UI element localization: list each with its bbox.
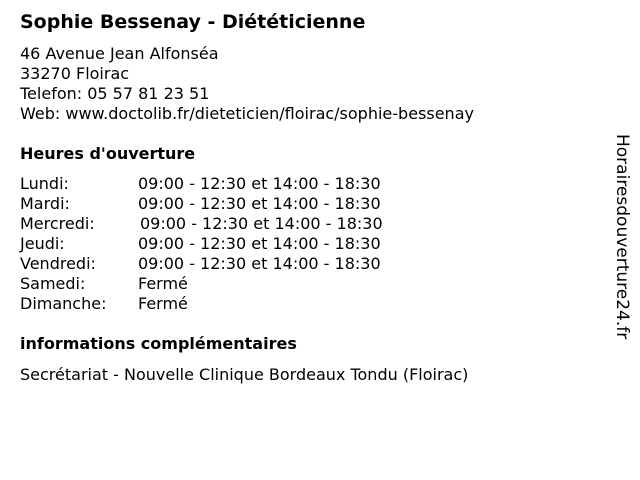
site-watermark: Horairesdouverture24.fr [612,134,632,340]
info-heading: informations complémentaires [20,334,297,353]
hours-time: Fermé [138,294,188,313]
hours-day: Samedi: [20,274,86,293]
hours-day: Dimanche: [20,294,107,313]
hours-heading: Heures d'ouverture [20,144,196,163]
hours-day: Mercredi: [20,214,95,233]
hours-time: 09:00 - 12:30 et 14:00 - 18:30 [138,194,381,213]
hours-time: 09:00 - 12:30 et 14:00 - 18:30 [138,234,381,253]
hours-time: 09:00 - 12:30 et 14:00 - 18:30 [138,174,381,193]
address-city: 33270 Floirac [20,64,130,83]
hours-day: Mardi: [20,194,70,213]
hours-day: Jeudi: [20,234,65,253]
address-web: Web: www.doctolib.fr/dieteticien/floirac/sophie-bessenay [20,104,474,123]
hours-day: Lundi: [20,174,69,193]
info-text: Secrétariat - Nouvelle Clinique Bordeaux Tondu (Floirac) [20,365,469,384]
hours-day: Vendredi: [20,254,96,273]
address-phone: Telefon: 05 57 81 23 51 [20,84,210,103]
hours-time: 09:00 - 12:30 et 14:00 - 18:30 [138,254,381,273]
address-block [20,44,474,124]
address-street: 46 Avenue Jean Alfonséa [20,44,219,63]
page-title: Sophie Bessenay - Diététicienne [20,11,366,33]
hours-time: 09:00 - 12:30 et 14:00 - 18:30 [140,214,383,233]
hours-time: Fermé [138,274,188,293]
